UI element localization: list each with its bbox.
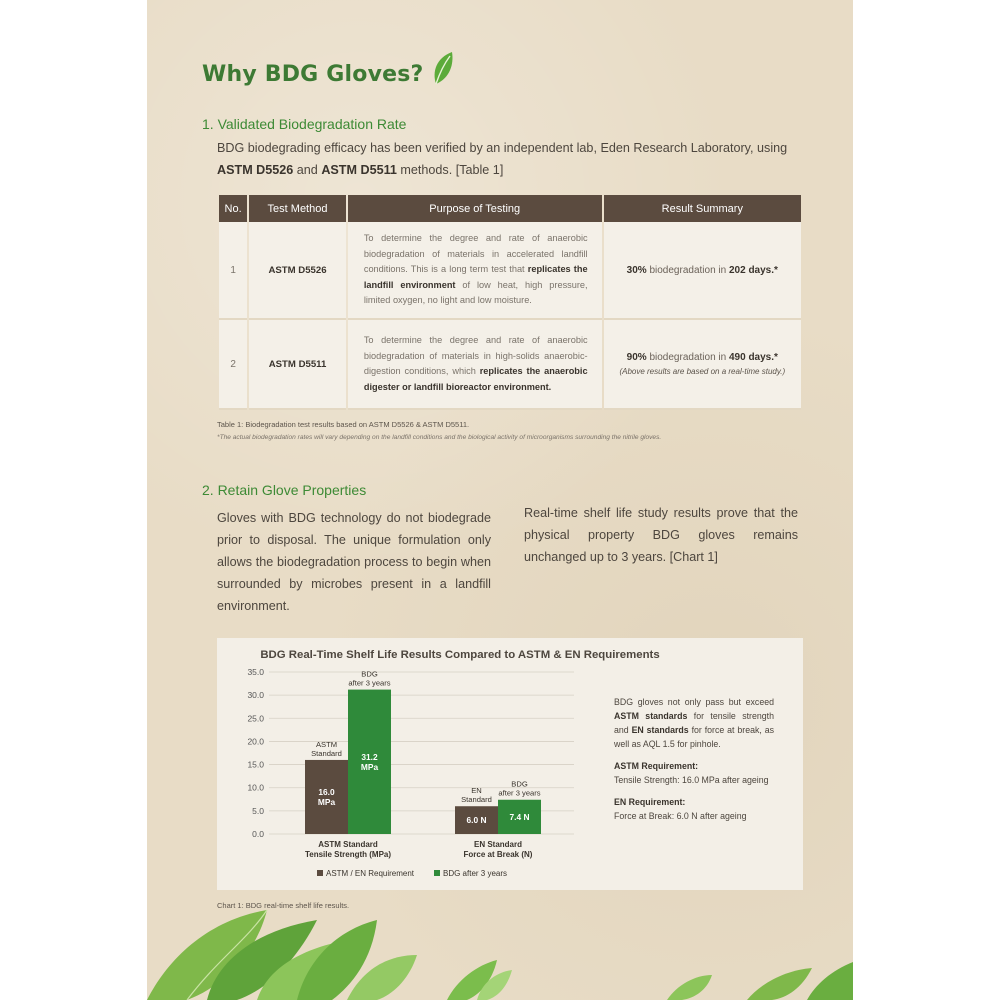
bar-value-label: 6.0 N bbox=[466, 815, 487, 826]
y-tick-label: 30.0 bbox=[247, 690, 264, 701]
table-footnote: *The actual biodegradation rates will vary depending on the landfill conditions and the biological activity of microorganisms surrounding the nitrile gloves. bbox=[217, 434, 662, 441]
bar-top-label: ASTM Standard bbox=[311, 739, 342, 758]
table-header-cell: No. bbox=[219, 195, 247, 222]
biodegradation-table bbox=[217, 195, 803, 410]
y-tick-label: 35.0 bbox=[247, 667, 264, 677]
y-tick-label: 5.0 bbox=[252, 805, 264, 816]
row-number: 1 bbox=[219, 222, 247, 320]
document-page bbox=[147, 0, 853, 1000]
y-tick-label: 20.0 bbox=[247, 736, 264, 747]
table-row bbox=[219, 320, 801, 410]
shelf-life-chart-panel bbox=[217, 638, 803, 890]
page-title: Why BDG Gloves? bbox=[202, 62, 424, 87]
table-caption: Table 1: Biodegradation test results based on ASTM D5526 & ASTM D5511. bbox=[217, 420, 470, 429]
section-heading-biodegradation: 1. Validated Biodegradation Rate bbox=[202, 116, 407, 132]
chart-side-summary: BDG gloves not only pass but exceed ASTM standards for tensile strength and EN standards for force at break, as well as AQL 1.5 for pinhole. bbox=[614, 697, 774, 749]
legend-swatch bbox=[434, 870, 440, 876]
bar-top-label: BDG after 3 years bbox=[348, 669, 391, 688]
chart-caption: Chart 1: BDG real-time shelf life results. bbox=[217, 901, 350, 910]
test-method: ASTM D5526 bbox=[249, 222, 346, 320]
chart-title: BDG Real-Time Shelf Life Results Compared to ASTM & EN Requirements bbox=[260, 649, 660, 661]
test-method: ASTM D5511 bbox=[249, 320, 346, 410]
leaf-icon bbox=[430, 50, 456, 86]
y-tick-label: 0.0 bbox=[252, 829, 264, 839]
y-tick-label: 10.0 bbox=[247, 782, 264, 793]
section2-right-paragraph: Real-time shelf life study results prove that the physical property BDG gloves remains unchanged up to 3 years. [Chart 1] bbox=[524, 506, 798, 564]
section2-left-paragraph: Gloves with BDG technology do not biodegrade prior to disposal. The unique formulation only allows the biodegradation process to begin when surrounded by microbes present in a landfill environment. bbox=[217, 511, 491, 613]
bar-value-label: 16.0 MPa bbox=[317, 786, 336, 807]
en-requirement: EN Requirement: Force at Break: 6.0 N after ageing bbox=[614, 797, 747, 821]
y-tick-label: 15.0 bbox=[247, 759, 264, 770]
table-header-cell: Test Method bbox=[249, 195, 346, 222]
table-header-cell: Result Summary bbox=[604, 195, 801, 222]
title-block bbox=[202, 62, 456, 87]
x-category-label: EN Standard Force at Break (N) bbox=[463, 840, 533, 859]
section-heading-properties: 2. Retain Glove Properties bbox=[202, 482, 367, 498]
bar-value-label: 7.4 N bbox=[509, 811, 530, 822]
leaf-decoration bbox=[147, 900, 853, 1000]
table-header-cell: Purpose of Testing bbox=[348, 195, 602, 222]
legend-label: BDG after 3 years bbox=[443, 869, 508, 878]
legend-label: ASTM / EN Requirement bbox=[326, 869, 415, 878]
bar-value-label: 31.2 MPa bbox=[360, 751, 379, 772]
testing-purpose: To determine the degree and rate of anaerobic biodegradation of materials in accelerated landfill conditions. This is a long term test that replicates the landfill environment of low heat, high pressure, limited oxygen, no light and low moisture. bbox=[348, 222, 602, 320]
y-tick-label: 25.0 bbox=[247, 713, 264, 724]
section1-paragraph: BDG biodegrading efficacy has been verified by an independent lab, Eden Research Laboratory, using ASTM D5526 and ASTM D5511 methods. [Table 1] bbox=[217, 141, 788, 177]
legend-swatch bbox=[317, 870, 323, 876]
chart-side-text bbox=[614, 695, 774, 831]
shelf-life-chart bbox=[217, 638, 597, 888]
row-number: 2 bbox=[219, 320, 247, 410]
result-note: (Above results are based on a real-time study.) bbox=[619, 367, 786, 376]
bar-top-label: EN Standard bbox=[461, 786, 492, 805]
result-summary: 90% biodegradation in 490 days.* (Above results are based on a real-time study.) bbox=[604, 320, 801, 410]
testing-purpose: To determine the degree and rate of anaerobic biodegradation of materials in high-solids anaerobic-digestion conditions, which replicates the anaerobic digester or landfill bioreactor environment. bbox=[348, 320, 602, 410]
x-category-label: ASTM Standard Tensile Strength (MPa) bbox=[304, 840, 392, 859]
table-header-row bbox=[219, 195, 801, 222]
astm-requirement: ASTM Requirement: Tensile Strength: 16.0 MPa after ageing bbox=[614, 761, 769, 785]
result-summary: 30% biodegradation in 202 days.* bbox=[604, 222, 801, 320]
bar-top-label: BDG after 3 years bbox=[498, 779, 541, 798]
table-row bbox=[219, 222, 801, 320]
